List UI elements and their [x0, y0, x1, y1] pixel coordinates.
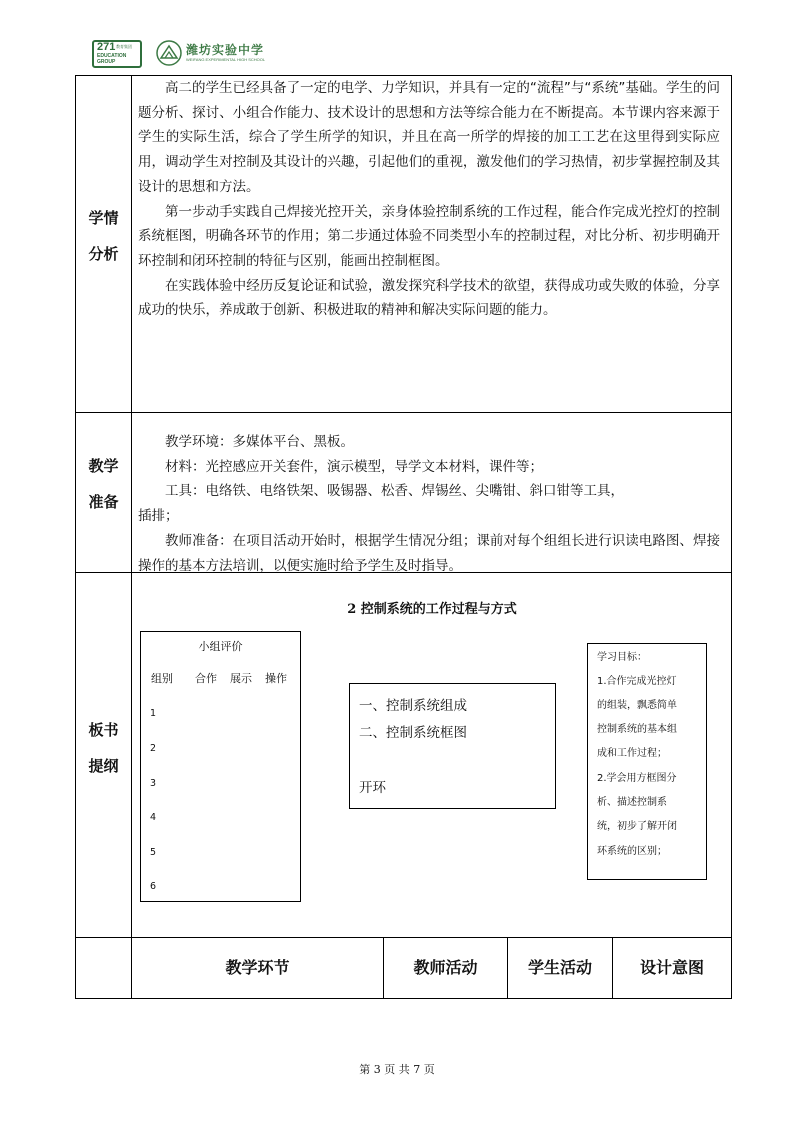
school-emblem-icon: [156, 40, 182, 66]
table-border-right: [731, 75, 732, 999]
evaluation-title: 小组评价: [198, 640, 243, 653]
col-head-student: 学生活动: [527, 958, 592, 977]
school-name-en: WEIFANG EXPERIMENTAL HIGH SCHOOL: [186, 57, 266, 62]
group-number: 4: [150, 812, 157, 823]
goal-line: 控制系统的基本组: [597, 724, 677, 735]
group-number: 6: [150, 881, 157, 892]
analysis-label: 学情 分析: [88, 209, 119, 263]
goal-line: 析、描述控制系: [597, 797, 667, 808]
group-number: 5: [150, 847, 157, 858]
analysis-paragraph: 在实践体验中经历反复论证和试验，激发探究科学技术的欲望，获得成功或失败的体验，分享成功的快乐，养成敢于创新、积极进取的精神和解决实际问题的能力。: [138, 277, 720, 319]
evaluation-header: 合作: [195, 672, 217, 685]
outline-item: 一、控制系统组成: [359, 698, 467, 714]
goal-line: 的组装，飘悉简单: [597, 700, 677, 711]
label-column-divider: [131, 75, 132, 999]
col-head-intent: 设计意图: [639, 958, 704, 977]
learning-goals-box: [587, 643, 707, 880]
group-number: 2: [150, 743, 157, 754]
preparation-text: [138, 430, 720, 578]
analysis-paragraph: 高二的学生已经具备了一定的电学、力学知识，并具有一定的“流程”与“系统”基础。学生的问题分析、探讨、小组合作能力、技术设计的思想和方法等综合能力在不断提高。本节课内容来源于学生的实际生活，综合了学生所学的知识，并且在高一所学的焊接的加工工艺在这里得到实际应用，调动学生对控制及其设计的兴趣，引起他们的重视，激发他们的学习热情，初步掌握控制及其设计的思想和方法。: [138, 80, 720, 195]
col-head-teacher: 教师活动: [413, 958, 478, 977]
page-number: 第 3 页 共 7 页: [359, 1063, 435, 1076]
outline-box: [349, 683, 556, 809]
outline-item: 开环: [359, 780, 386, 796]
group-number: 3: [150, 778, 157, 789]
board-title: 2 控制系统的工作过程与方式: [347, 602, 517, 617]
goal-line: 1.合作完成光控灯: [597, 676, 677, 687]
col-head-stage: 教学环节: [225, 958, 290, 977]
evaluation-header: 操作: [265, 672, 287, 685]
evaluation-header: 组别: [151, 672, 173, 685]
evaluation-header: 展示: [230, 672, 252, 685]
prep-environment: 教学环境：多媒体平台、黑板。: [165, 434, 354, 450]
table-border-bottom: [75, 998, 732, 999]
education-group-logo: 271 教育集团 EDUCATION GROUP: [92, 40, 142, 68]
goal-line: 2.学会用方框图分: [597, 773, 677, 784]
goal-line: 环系统的区别；: [597, 846, 667, 857]
prep-teacher: 教师准备：在项目活动开始时，根据学生情况分组；课前对每个组组长进行识读电路图、焊接操作的基本方法培训，以便实施时给予学生及时指导。: [138, 532, 720, 574]
group-number: 1: [150, 708, 157, 719]
page-header: [92, 38, 732, 70]
analysis-paragraph: 第一步动手实践自己焊接光控开关，亲身体验控制系统的工作过程，能合作完成光控灯的控制系统框图，明确各环节的作用；第二步通过体验不同类型小车的控制过程，对比分析、初步明确开环控制和闭环控制的特征与区别，能画出控制框图。: [138, 203, 720, 269]
goal-line: 统，初步了解开闭: [597, 821, 677, 832]
goal-line: 学习目标：: [597, 652, 647, 663]
prep-tools: 工具：电络铁、电络铁架、吸锡器、松香、焊锡丝、尖嘴钳、斜口钳等工具，: [165, 483, 624, 500]
analysis-text: [138, 76, 720, 323]
row-divider: [75, 412, 732, 413]
preparation-label: 教学 准备: [88, 457, 119, 511]
prep-tools-cont: 插排；: [138, 508, 179, 525]
group-evaluation-box: [140, 631, 301, 902]
prep-materials: 材料：光控感应开关套件，演示模型，导学文本材料，课件等；: [165, 458, 543, 475]
school-name-cn: 潍坊实验中学: [186, 43, 265, 57]
outline-item: 二、控制系统框图: [359, 725, 467, 741]
goal-line: 成和工作过程；: [597, 748, 667, 759]
board-label: 板书 提纲: [88, 721, 119, 775]
